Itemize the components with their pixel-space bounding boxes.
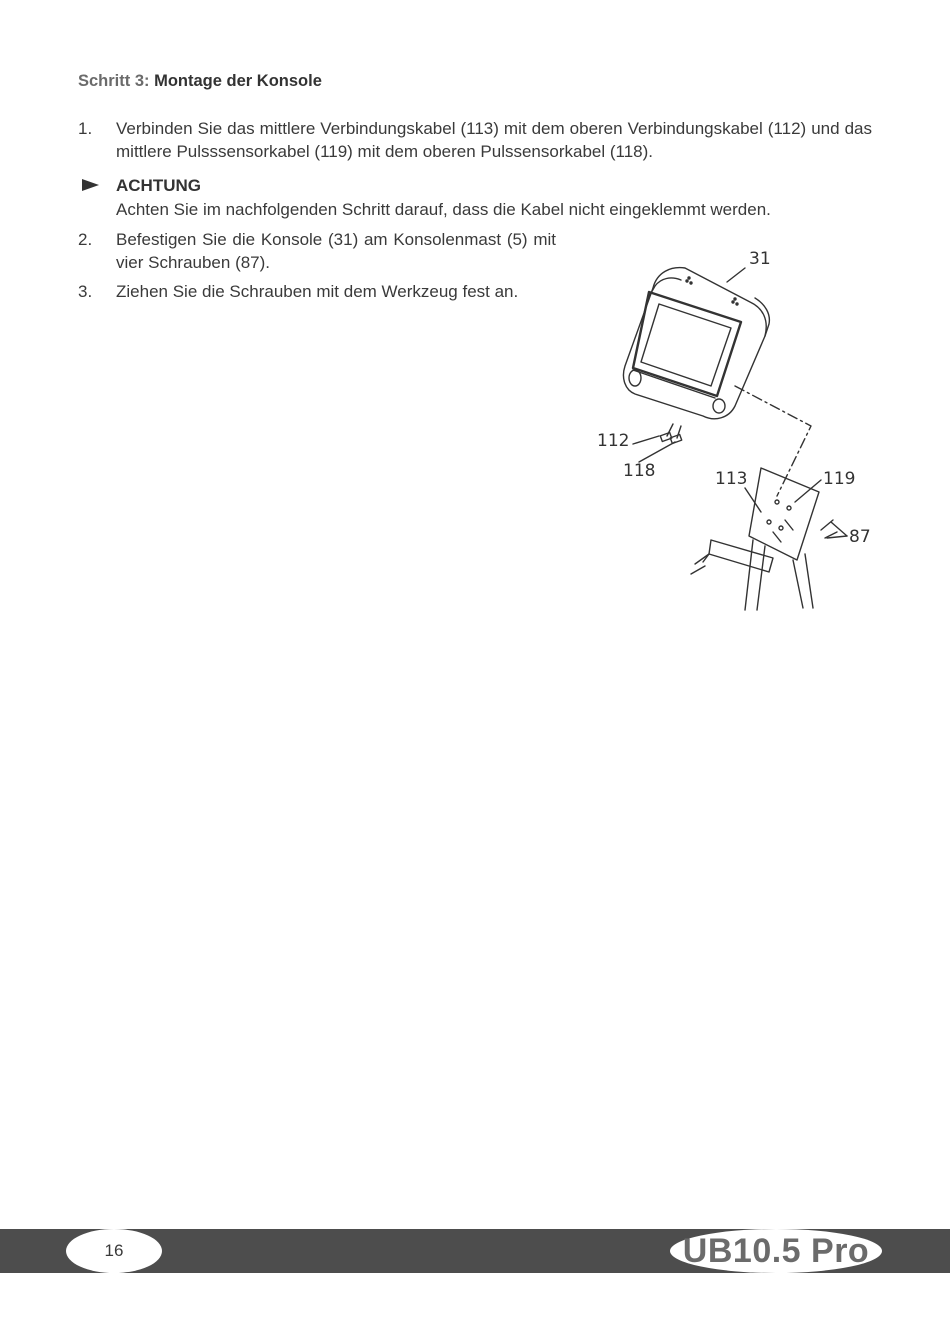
label-cable-118: 118 [623, 461, 656, 481]
label-cable-112: 112 [597, 431, 630, 451]
instruction-number: 2. [78, 230, 93, 249]
step-number: Schritt 3: [78, 72, 150, 90]
step-title: Montage der Konsole [154, 72, 322, 90]
warning-title: ACHTUNG [116, 176, 201, 195]
label-screws-87: 87 [849, 527, 871, 547]
instruction-text: Ziehen Sie die Schrauben mit dem Werkzeug fest an. [116, 282, 519, 301]
warning-block [78, 174, 872, 222]
instruction-text: Verbinden Sie das mittlere Verbindungskabel (113) mit dem oberen Verbindungskabel (112) und das mittlere Pulsssensorkabel (119) mit dem oberen Pulssensorkabel (118). [116, 119, 872, 161]
instruction-item [78, 280, 598, 303]
instruction-number: 3. [78, 282, 93, 301]
instruction-item [78, 117, 872, 163]
console-assembly-diagram [585, 240, 885, 615]
label-cable-113: 113 [715, 469, 748, 489]
instruction-number: 1. [78, 119, 93, 138]
label-cable-119: 119 [823, 469, 856, 489]
warning-text: Achten Sie im nachfolgenden Schritt darauf, dass die Kabel nicht eingeklemmt werden. [116, 200, 771, 219]
step-heading [78, 72, 322, 91]
mast-drawing [691, 468, 837, 610]
instruction-item [78, 228, 556, 274]
brand-name: UB10.5 Pro [682, 1232, 870, 1270]
page-number: 16 [104, 1241, 124, 1260]
label-console: 31 [749, 249, 771, 269]
arrow-right-icon [82, 179, 99, 191]
instruction-text: Befestigen Sie die Konsole (31) am Konsolenmast (5) mit vier Schrauben (87). [116, 230, 556, 272]
console-drawing [623, 268, 769, 444]
